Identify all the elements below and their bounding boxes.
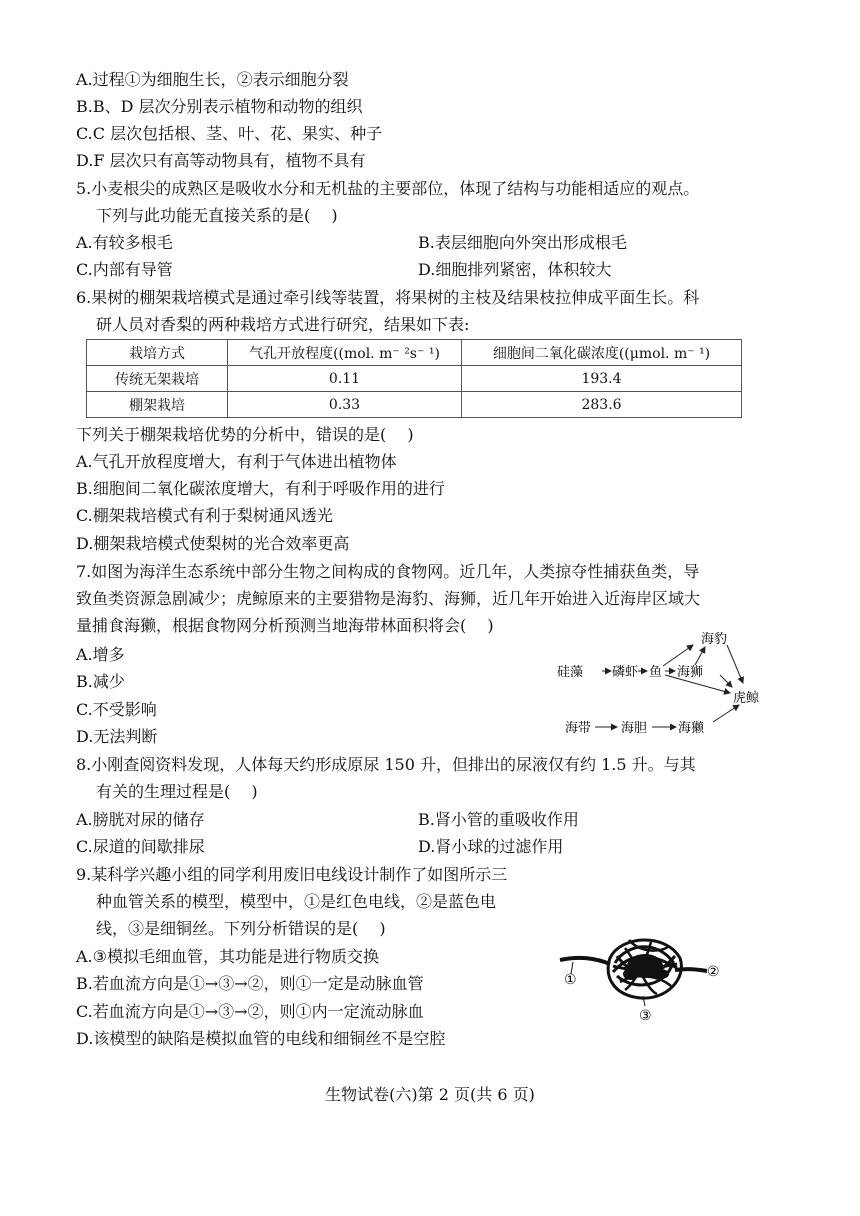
q6-option-c: C.棚架栽培模式有利于梨树通风透光 [76,506,333,525]
node-orca: 虎鲸 [733,691,760,706]
table-cell: 传统无架栽培 [87,366,228,392]
q4-option-d: D.F 层次只有高等动物具有，植物不具有 [76,151,366,170]
q8-option-b: B.肾小管的重吸收作用 [418,810,579,829]
q6-option-a: A.气孔开放程度增大，有利于气体进出植物体 [76,452,397,471]
label-two: ② [707,964,720,980]
q6-question: 下列关于棚架栽培优势的分析中，错误的是( ) [76,425,414,444]
table-header-cell: 栽培方式 [87,340,228,366]
q4-option-b: B.B、D 层次分别表示植物和动物的组织 [76,97,363,116]
q4-option-a: A.过程①为细胞生长，②表示细胞分裂 [76,70,349,89]
table-cell: 193.4 [462,366,742,392]
node-diatom: 硅藻 [557,665,584,680]
q7-stem-line3: 量捕食海獭，根据食物网分析预测当地海带林面积将会( ) [76,616,494,635]
q9-stem-line1: 9.某科学兴趣小组的同学利用废旧电线设计制作了如图所示三 [76,865,508,884]
q6-stem-line1: 6.果树的棚架栽培模式是通过牵引线等装置，将果树的主枝及结果枝拉伸成平面生长。科 [76,288,700,307]
node-kelp: 海带 [565,721,592,736]
q5-stem-line1: 5.小麦根尖的成熟区是吸收水分和无机盐的主要部位，体现了结构与功能相适应的观点。 [76,179,700,198]
page-footer: 生物试卷(六)第 2 页(共 6 页) [325,1085,535,1104]
food-web-diagram [555,625,785,745]
q9-option-d: D.该模型的缺陷是模拟血管的电线和细铜丝不是空腔 [76,1029,446,1048]
q7-stem-line2: 致鱼类资源急剧减少；虎鲸原来的主要猎物是海豹、海狮，近几年开始进入近海岸区域大 [76,589,701,608]
q7-option-b: B.减少 [76,672,125,691]
q4-option-c: C.C 层次包括根、茎、叶、花、果实、种子 [76,124,383,143]
node-fish: 鱼 [649,665,663,680]
table-row [87,392,742,418]
q6-data-table [86,339,742,418]
table-cell: 棚架栽培 [87,392,228,418]
table-cell: 283.6 [462,392,742,418]
q8-option-a: A.膀胱对尿的储存 [76,810,205,829]
label-three: ③ [639,1008,652,1023]
table-header-cell: 气孔开放程度((mol. m⁻ ²s⁻ ¹) [228,340,462,366]
q8-option-d: D.肾小球的过滤作用 [418,837,564,856]
node-otter: 海獭 [678,721,705,736]
table-cell: 0.33 [228,392,462,418]
q9-option-a: A.③模拟毛细血管，其功能是进行物质交换 [76,947,379,966]
node-sea-lion: 海狮 [677,665,704,680]
node-seal: 海豹 [701,632,728,647]
q9-option-c: C.若血流方向是①→③→②，则①内一定流动脉血 [76,1002,424,1021]
table-header-cell: 细胞间二氧化碳浓度((μmol. m⁻ ¹) [462,340,742,366]
q9-stem-line3: 线，③是细铜丝。下列分析错误的是( ) [96,919,386,938]
q8-option-c: C.尿道的间歇排尿 [76,837,205,856]
q9-stem-line2: 种血管关系的模型，模型中，①是红色电线，②是蓝色电 [96,892,497,911]
q5-stem-line2: 下列与此功能无直接关系的是( ) [96,206,338,225]
node-urchin: 海胆 [621,721,648,736]
q7-option-c: C.不受影响 [76,700,157,719]
q6-option-d: D.棚架栽培模式使梨树的光合效率更高 [76,534,350,553]
node-krill: 磷虾 [612,665,639,680]
q5-option-c: C.内部有导管 [76,260,173,279]
q5-option-a: A.有较多根毛 [76,233,173,252]
q5-option-b: B.表层细胞向外突出形成根毛 [418,233,627,252]
blood-vessel-model-image [555,928,735,1023]
q7-stem-line1: 7.如图为海洋生态系统中部分生物之间构成的食物网。近几年，人类掠夺性捕获鱼类，导 [76,562,700,581]
q6-option-b: B.细胞间二氧化碳浓度增大，有利于呼吸作用的进行 [76,479,445,498]
q8-stem-line2: 有关的生理过程是( ) [96,782,258,801]
q9-option-b: B.若血流方向是①→③→②，则①一定是动脉血管 [76,974,424,993]
q7-option-d: D.无法判断 [76,727,158,746]
q6-stem-line2: 研人员对香梨的两种栽培方式进行研究，结果如下表: [96,315,470,334]
table-cell: 0.11 [228,366,462,392]
table-row [87,366,742,392]
label-one: ① [564,972,577,988]
q7-option-a: A.增多 [76,645,125,664]
q5-option-d: D.细胞排列紧密，体积较大 [418,260,612,279]
q8-stem-line1: 8.小刚查阅资料发现，人体每天约形成原尿 150 升，但排出的尿液仅有约 1.5 升。与其 [76,755,696,774]
table-header-row [87,340,742,366]
